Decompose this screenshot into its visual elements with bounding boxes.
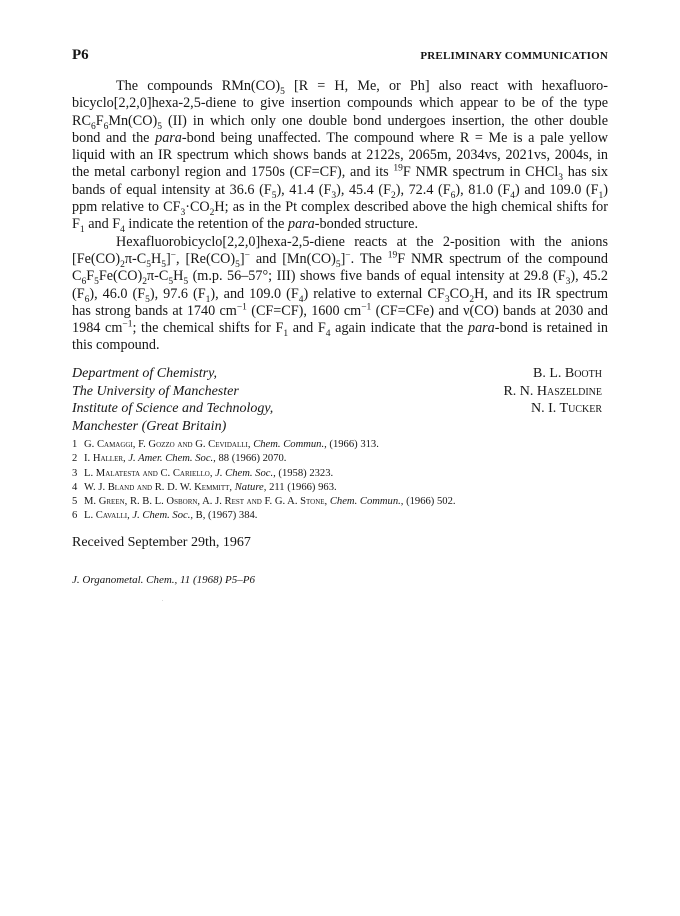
author: N. I. Tucker [531,401,602,416]
reference-item: 2 I. Haller, J. Amer. Chem. Soc., 88 (1966) 2070. [72,453,287,465]
reference-list [72,438,608,524]
affiliation-university: The University of Manchester [72,383,239,399]
paragraph: Hexafluorobicyclo[2,2,0]hexa-2,5-diene reacts at the 2-position with the anions $[Fe(CO)_2\pi-C_5H_5]^-$, $[Re(CO)_5]^-$ and $[Mn(CO)_5]^-$. The $^{19}$F NMR spectrum of the compound $C_6F_5Fe(CO)_2\pi-C_5H_5$ (m.p. 56–57°; III) shows five bands of equal intensity at 29.8 $(F_3)$, 45.2 $(F_6)$, 46.0 $(F_5)$, 97.6 $(F_1)$, and 109.0 $(F_4)$ relative to external $CF_3CO_2H$, and its IR spectrum has strong bands at 1740 $cm^{-1}$ (CF=CF), 1600 $cm^{-1}$ (CF=CFe) and ν(CO) bands at 2030 and 1984 $cm^{-1}$; the chemical shifts for $F_1$ and $F_4$ again indicate that the para-bond is retained in this compound. [72,233,609,354]
reference-item: 1 G. Camaggi, F. Gozzo and G. Cevidalli, Chem. Commun., (1966) 313. [72,439,379,450]
affiliation-city: Manchester (Great Britain) [72,418,227,434]
affiliation [72,365,273,435]
journal-citation: J. Organometal. Chem., 11 (1968) P5–P6 [72,574,255,586]
reference-item: 5 M. Green, R. B. L. Osborn, A. J. Rest and F. G. A. Stone, Chem. Commun., (1966) 502. [72,496,456,508]
affiliation-institute: Institute of Science and Technology, [72,401,274,416]
author: B. L. Booth [532,366,602,381]
scan-speck [162,600,163,601]
affiliation-dept: Department of Chemistry, [72,366,218,381]
paragraph: The compounds $RMn(CO)_5$ [R = H, Me, or Ph] also react with hexafluorobicyclo[2,2,0]hexa-2,5-diene to give insertion compounds which appear to be of the type $RC_6F_6Mn(CO)_5$ (II) in which only one double bond undergoes insertion, the other double bond and the para-bond being unaffected. The compound where R = Me is a pale yellow liquid with an IR spectrum which shows bands at 2122s, 2065m, 2034vs, 2021vs, 2004s, in the metal carbonyl region and 1750s (CF=CF), and its $^{19}$F NMR spectrum in CHCl$_3$ has six bands of equal intensity at 36.6 $(F_5)$, 41.4 $(F_3)$, 45.4 $(F_2)$, 72.4 $(F_6)$, 81.0 $(F_4)$ and 109.0 $(F_1)$ ppm relative to $CF_3\cdot CO_2H$; as in the Pt complex described above the high chemical shifts for $F_1$ and $F_4$ indicate the retention of the para-bonded structure. [72,78,608,236]
author-list [503,365,602,418]
reference-item: 6 L. Cavalli, J. Chem. Soc., B, (1967) 384. [72,510,258,522]
page-number: P6 [72,47,89,63]
article-body [72,78,608,355]
running-head: PRELIMINARY COMMUNICATION [420,50,608,62]
reference-item: 4 W. J. Bland and R. D. W. Kemmitt, Nature, 211 (1966) 963. [72,481,337,493]
author: R. N. Haszeldine [503,383,602,399]
reference-item: 3 L. Malatesta and C. Cariello, J. Chem. Soc., (1958) 2323. [72,467,334,479]
page-header [72,47,608,67]
received-date: Received September 29th, 1967 [72,535,251,550]
journal-page [72,0,608,916]
